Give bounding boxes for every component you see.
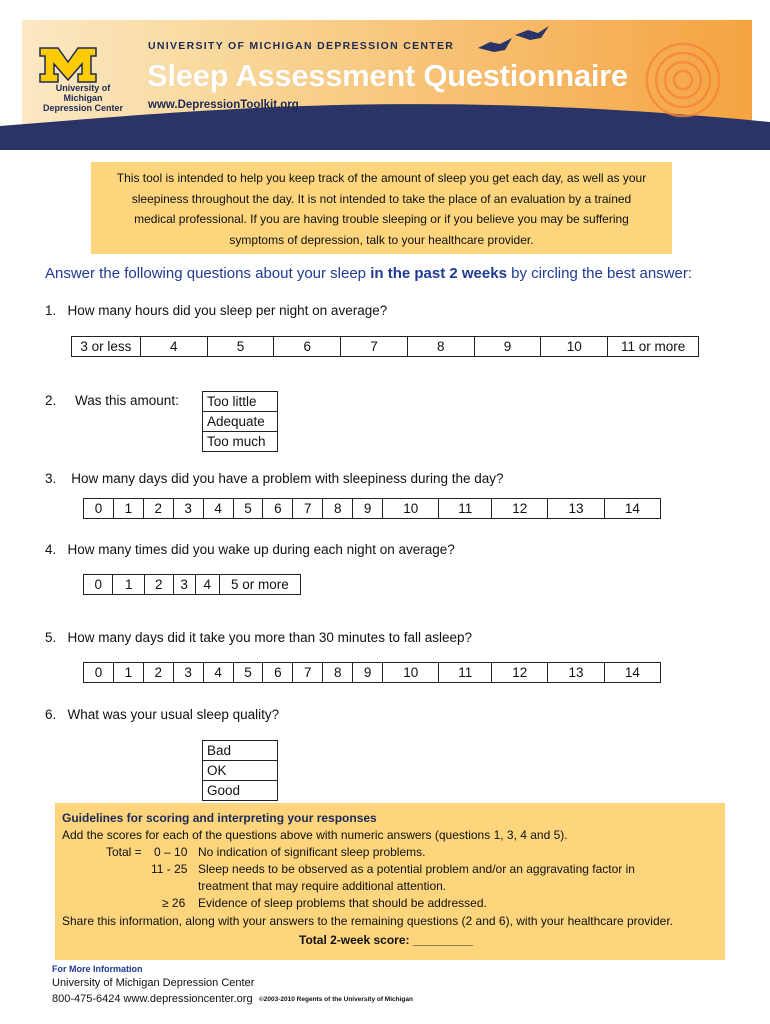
range-2-text-cont: treatment that may require additional attention. xyxy=(198,879,447,893)
footer-copyright: ©2003-2010 Regents of the University of Michigan xyxy=(259,996,413,1003)
q4-option[interactable]: 4 xyxy=(195,575,219,595)
q3-option[interactable]: 11 xyxy=(439,499,492,519)
q1-option[interactable]: 8 xyxy=(407,337,474,357)
range-2-text: Sleep needs to be observed as a potential problem and/or an aggravating factor in xyxy=(198,862,635,876)
q5-option[interactable]: 8 xyxy=(323,663,353,683)
question-5-number: 5. xyxy=(45,630,57,645)
q5-option[interactable]: 2 xyxy=(143,663,173,683)
q1-option[interactable]: 9 xyxy=(474,337,541,357)
q5-option[interactable]: 5 xyxy=(233,663,263,683)
total-score[interactable]: Total 2-week score: _________ xyxy=(299,933,473,947)
question-3-number: 3. xyxy=(45,471,57,486)
question-2-number: 2. xyxy=(45,393,57,408)
share-text: Share this information, along with your answers to the remaining questions (2 and 6), with your healthcare provider. xyxy=(62,914,673,928)
q3-option[interactable]: 3 xyxy=(173,499,203,519)
q2-option[interactable]: Too little xyxy=(203,392,278,412)
q1-option[interactable]: 7 xyxy=(341,337,408,357)
total-label: Total = xyxy=(106,845,142,859)
q3-option[interactable]: 2 xyxy=(143,499,173,519)
q2-option[interactable]: Adequate xyxy=(203,412,278,432)
footer-heading: For More Information xyxy=(52,964,143,974)
q3-option[interactable]: 4 xyxy=(203,499,233,519)
q5-option[interactable]: 14 xyxy=(604,663,660,683)
intro-line-1: This tool is intended to help you keep track of the amount of sleep you get each day, as well as your xyxy=(116,171,647,185)
q1-option[interactable]: 5 xyxy=(207,337,274,357)
q5-option[interactable]: 4 xyxy=(203,663,233,683)
q3-option[interactable]: 14 xyxy=(604,499,660,519)
q2-option[interactable]: Too much xyxy=(203,432,278,452)
question-4-text: How many times did you wake up during each night on average? xyxy=(67,542,455,557)
q6-option[interactable]: OK xyxy=(203,761,278,781)
range-2: 11 - 25 xyxy=(151,862,188,876)
q5-option[interactable]: 11 xyxy=(439,663,492,683)
question-6-number: 6. xyxy=(45,707,57,722)
q5-option[interactable]: 10 xyxy=(383,663,439,683)
question-3-text: How many days did you have a problem with sleepiness during the day? xyxy=(71,471,504,486)
q3-option[interactable]: 8 xyxy=(323,499,353,519)
question-3-options xyxy=(83,498,661,519)
q4-option[interactable]: 3 xyxy=(173,575,195,595)
q4-option[interactable]: 2 xyxy=(145,575,173,595)
q1-option[interactable]: 3 or less xyxy=(72,337,141,357)
question-1-options xyxy=(71,336,699,357)
question-1-text: How many hours did you sleep per night on average? xyxy=(67,303,388,318)
q3-option[interactable]: 10 xyxy=(383,499,439,519)
question-4-number: 4. xyxy=(45,542,57,557)
q3-option[interactable]: 13 xyxy=(548,499,604,519)
intro-line-4: symptoms of depression, talk to your healthcare provider. xyxy=(229,232,534,247)
question-1-number: 1. xyxy=(45,303,57,318)
logo-line-1: University of Michigan xyxy=(55,83,111,103)
website-link[interactable]: www.DepressionToolkit.org xyxy=(148,99,299,111)
question-3 xyxy=(45,471,504,486)
question-5-options xyxy=(83,662,661,683)
q1-option[interactable]: 10 xyxy=(541,337,608,357)
page-title: Sleep Assessment Questionnaire xyxy=(147,58,628,93)
question-6-text: What was your usual sleep quality? xyxy=(67,707,280,722)
intro-box xyxy=(91,162,672,254)
q3-option[interactable]: 1 xyxy=(113,499,143,519)
q3-option[interactable]: 9 xyxy=(353,499,383,519)
question-6 xyxy=(45,707,279,722)
center-name: UNIVERSITY OF MICHIGAN DEPRESSION CENTER xyxy=(148,40,455,52)
q3-option[interactable]: 7 xyxy=(293,499,323,519)
instruction-before: Answer the following questions about your sleep xyxy=(45,265,371,282)
question-4 xyxy=(45,542,455,557)
q4-option[interactable]: 0 xyxy=(84,575,113,595)
q3-option[interactable]: 6 xyxy=(263,499,293,519)
q5-option[interactable]: 1 xyxy=(113,663,143,683)
footer-org: University of Michigan Depression Center xyxy=(52,977,255,989)
question-5-text: How many days did it take you more than 30 minutes to fall asleep? xyxy=(67,630,472,645)
question-2 xyxy=(45,393,179,408)
range-3-text: Evidence of sleep problems that should be addressed. xyxy=(198,896,487,910)
question-1 xyxy=(45,303,387,318)
q5-option[interactable]: 6 xyxy=(263,663,293,683)
instruction-text xyxy=(45,265,692,282)
q5-option[interactable]: 0 xyxy=(84,663,114,683)
instruction-emphasis: in the past 2 weeks xyxy=(370,265,507,282)
question-6-options xyxy=(202,740,278,801)
q6-option[interactable]: Bad xyxy=(203,741,278,761)
q4-option[interactable]: 5 or more xyxy=(219,575,300,595)
range-1-text: No indication of significant sleep problems. xyxy=(198,845,426,859)
question-4-options xyxy=(83,574,301,595)
q5-option[interactable]: 12 xyxy=(492,663,548,683)
footer-contact[interactable]: 800-475-6424 www.depressioncenter.org xyxy=(52,993,253,1005)
question-2-text: Was this amount: xyxy=(75,393,179,408)
q3-option[interactable]: 0 xyxy=(84,499,114,519)
q3-option[interactable]: 5 xyxy=(233,499,263,519)
question-5 xyxy=(45,630,472,645)
q1-option[interactable]: 11 or more xyxy=(608,337,699,357)
q1-option[interactable]: 4 xyxy=(140,337,207,357)
logo-line-2: Depression Center xyxy=(42,103,124,113)
intro-line-3: medical professional. If you are having trouble sleeping or if you believe you may be suffering xyxy=(134,212,629,226)
q5-option[interactable]: 7 xyxy=(293,663,323,683)
guidelines-heading: Guidelines for scoring and interpreting your responses xyxy=(62,811,377,825)
instruction-after: by circling the best answer: xyxy=(506,265,693,282)
question-2-options xyxy=(202,391,278,452)
q1-option[interactable]: 6 xyxy=(274,337,341,357)
guidelines-line-1: Add the scores for each of the questions above with numeric answers (questions 1, 3, 4 and 5). xyxy=(62,828,568,842)
q5-option[interactable]: 13 xyxy=(548,663,604,683)
q3-option[interactable]: 12 xyxy=(492,499,548,519)
header-banner xyxy=(0,0,770,150)
range-1: 0 – 10 xyxy=(154,845,188,859)
q6-option[interactable]: Good xyxy=(203,781,278,801)
q5-option[interactable]: 3 xyxy=(173,663,203,683)
q4-option[interactable]: 1 xyxy=(113,575,145,595)
range-3: ≥ 26 xyxy=(162,896,186,910)
scoring-guidelines xyxy=(55,803,725,960)
intro-line-2: sleepiness throughout the day. It is not intended to take the place of an evaluation by a trained xyxy=(131,191,632,206)
q5-option[interactable]: 9 xyxy=(353,663,383,683)
logo-text xyxy=(38,83,128,113)
